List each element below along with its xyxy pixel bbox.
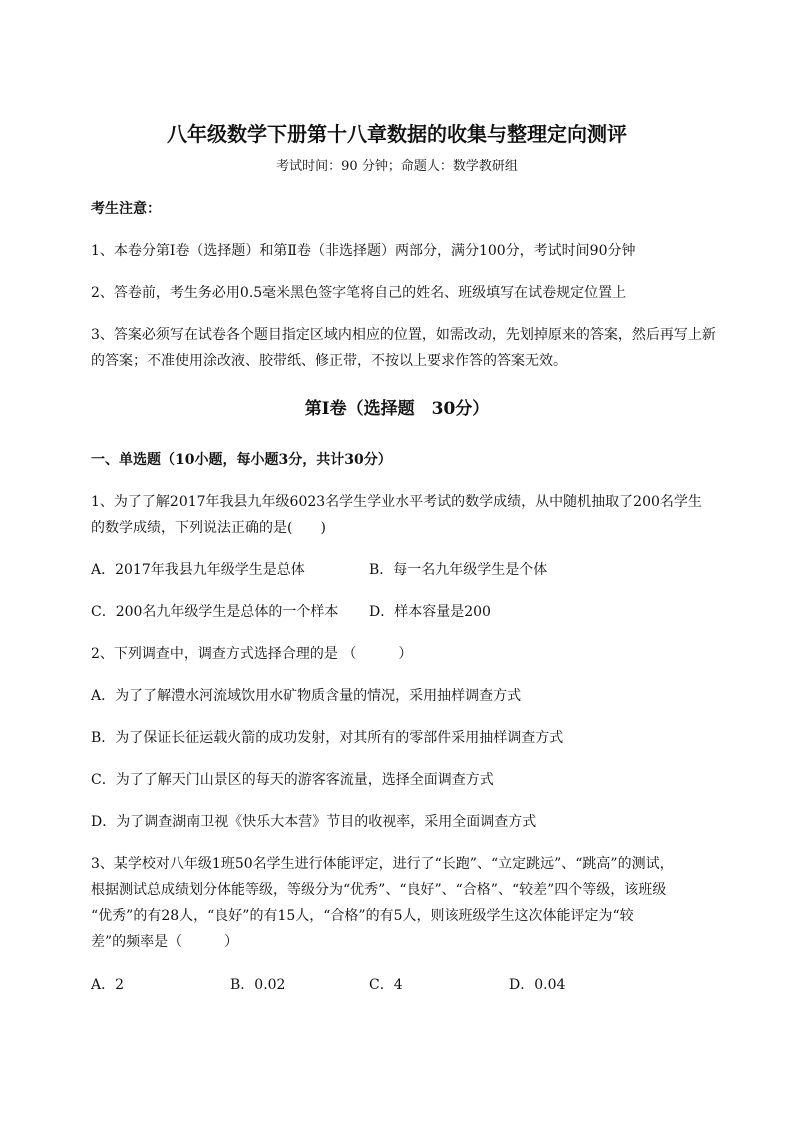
notice-heading: 考生注意： [91, 201, 161, 217]
question-3-option-c: C．4 [369, 977, 403, 993]
question-3-stem: “优秀”的有28人，“良好”的有15人，“合格”的有5人，则该班级学生这次体能评定为“较 [91, 908, 634, 924]
exam-subtitle: 考试时间：90 分钟；命题人：数学教研组 [276, 159, 518, 174]
question-3-option-a: A．2 [91, 977, 125, 993]
question-2-option-d: D．为了调查湖南卫视《快乐大本营》节目的收视率，采用全面调查方式 [91, 814, 537, 830]
question-3-option-d: D．0.04 [509, 977, 566, 993]
question-3-option-b: B．0.02 [230, 977, 286, 993]
question-2-stem: 2、下列调查中，调查方式选择合理的是 （ ） [91, 646, 413, 662]
question-1-option-c: C．200名九年级学生是总体的一个样本 [91, 604, 339, 620]
question-3-stem: 根据测试总成绩划分体能等级，等级分为“优秀”、“良好”、“合格”、“较差”四个等级，该班级 [91, 882, 667, 898]
part-heading: 一、单选题（10小题，每小题3分，共计30分） [91, 452, 392, 468]
section-title: 第Ⅰ卷（选择题 30分） [304, 399, 490, 419]
question-2-option-a: A．为了了解澧水河流域饮用水矿物质含量的情况，采用抽样调查方式 [91, 688, 522, 704]
question-1-stem: 1、为了了解2017年我县九年级6023名学生学业水平考试的数学成绩，从中随机抽取了200名学生 [91, 494, 702, 510]
question-2-option-b: B．为了保证长征运载火箭的成功发射，对其所有的零部件采用抽样调查方式 [91, 730, 564, 746]
notice-item: 2、答卷前，考生务必用0.5毫米黑色签字笔将自己的姓名、班级填写在试卷规定位置上 [91, 285, 627, 301]
exam-title: 八年级数学下册第十八章数据的收集与整理定向测评 [167, 122, 627, 146]
question-1-stem: 的数学成绩，下列说法正确的是( ) [91, 520, 326, 536]
notice-item: 3、答案必须写在试卷各个题目指定区域内相应的位置，如需改动，先划掉原来的答案，然后再写上新 [91, 327, 716, 343]
question-1-option-b: B．每一名九年级学生是个体 [369, 562, 548, 578]
notice-item: 1、本卷分第Ⅰ卷（选择题）和第Ⅱ卷（非选择题）两部分，满分100分，考试时间90分钟 [91, 243, 636, 259]
question-2-option-c: C．为了了解天门山景区的每天的游客客流量，选择全面调查方式 [91, 772, 494, 788]
question-3-stem: 3、某学校对八年级1班50名学生进行体能评定，进行了“长跑”、“立定跳远”、“跳高”的测试， [91, 856, 674, 872]
question-1-option-d: D．样本容量是200 [369, 604, 491, 620]
question-1-option-a: A．2017年我县九年级学生是总体 [91, 562, 305, 578]
question-3-stem: 差”的频率是（ ） [91, 934, 239, 950]
notice-item: 的答案；不准使用涂改液、胶带纸、修正带，不按以上要求作答的答案无效。 [91, 353, 567, 369]
